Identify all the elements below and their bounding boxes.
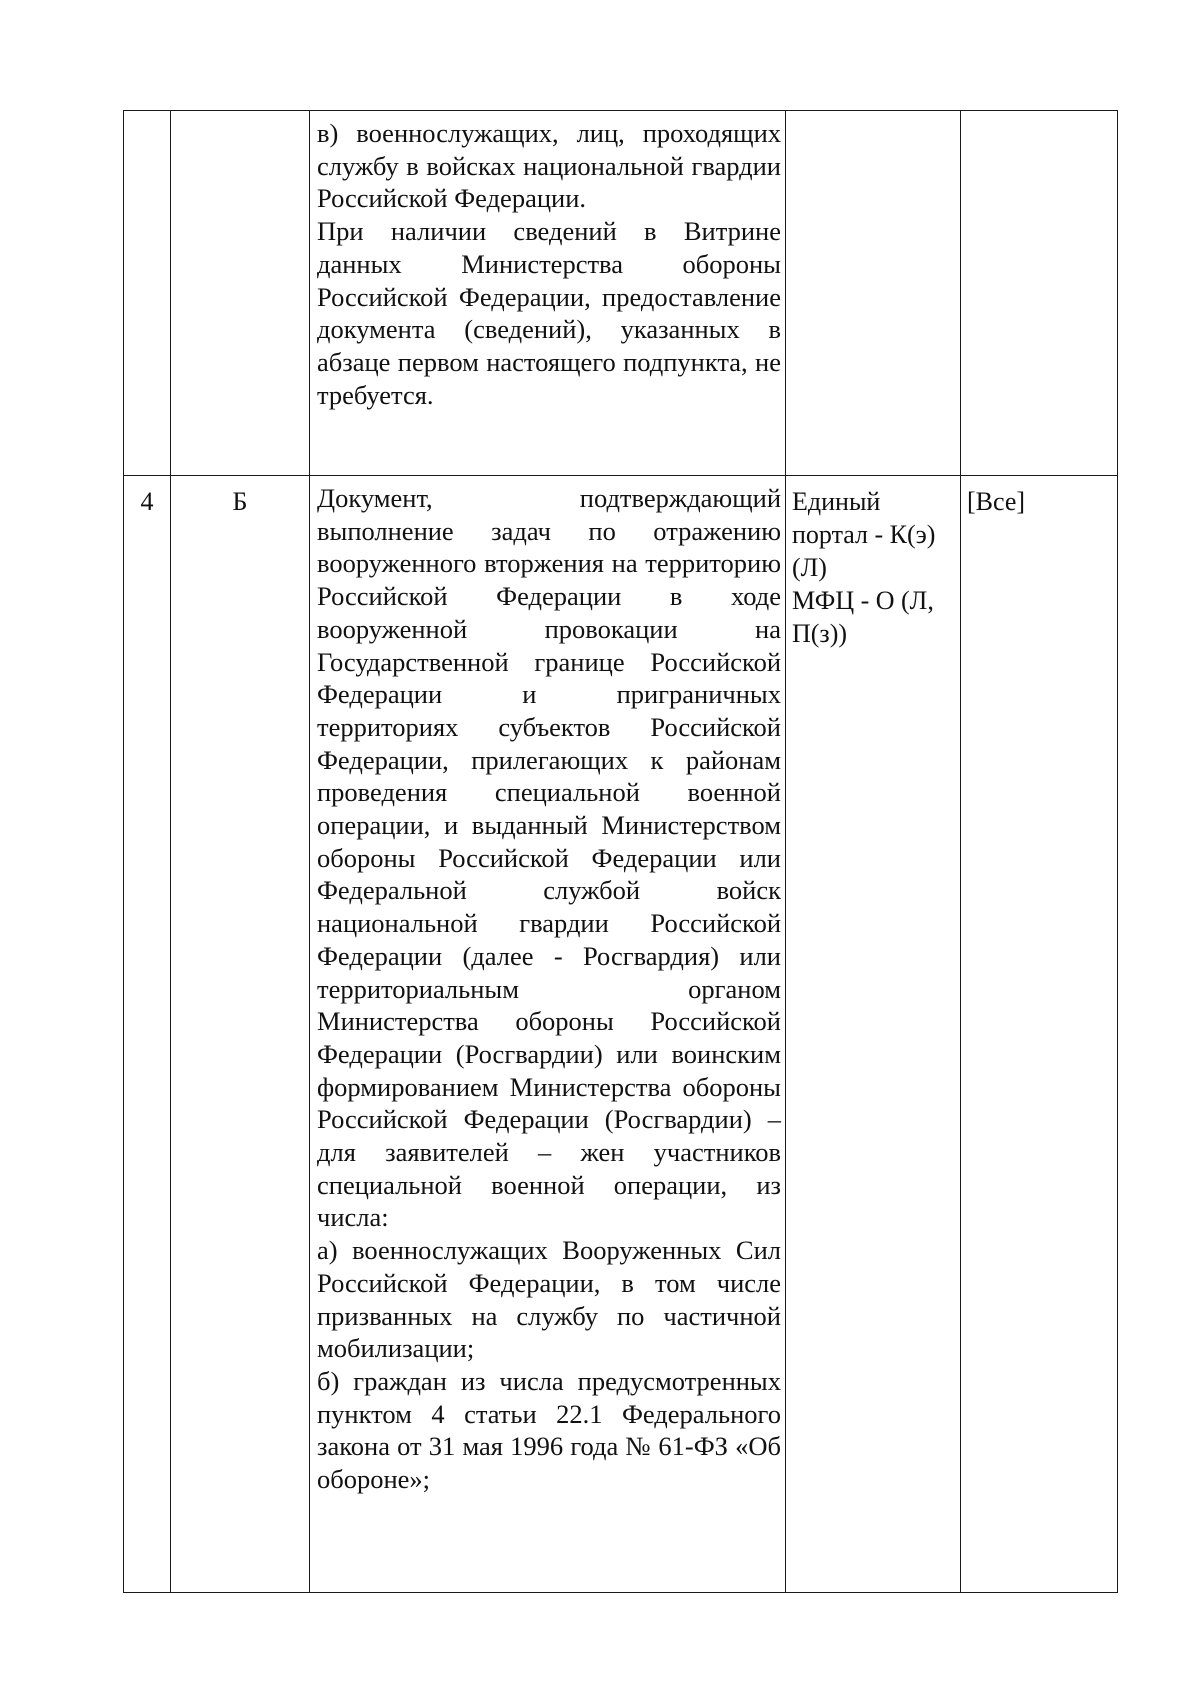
row-number-cell: [124, 111, 171, 476]
applicant-category-cell: [Все]: [961, 476, 1118, 1593]
submission-channel-cell: [786, 476, 961, 1593]
applicant-category-cell: [961, 111, 1118, 476]
channel-line: (Л): [792, 553, 827, 582]
table-row: [124, 476, 1118, 1593]
channel-line: портал - К(э): [792, 520, 936, 549]
row-letter-cell: [171, 111, 310, 476]
submission-channel-cell: [786, 111, 961, 476]
paragraph: а) военнослужащих Вооруженных Сил Российской Федерации, в том числе призванных на службу по частичной мобилизации;: [317, 1235, 781, 1364]
row-letter-cell: Б: [171, 476, 310, 1593]
document-description-cell: [310, 111, 786, 476]
paragraph: б) граждан из числа предусмотренных пунктом 4 статьи 22.1 Федерального закона от 31 мая 1996 года № 61-ФЗ «Об обороне»;: [317, 1365, 781, 1495]
row-number-cell: 4: [124, 476, 171, 1593]
paragraph: При наличии сведений в Витрине данных Министерства обороны Российской Федерации, предоставление документа (сведений), указанных в абзаце первом настоящего подпункта, не требуется.: [317, 216, 781, 410]
paragraph: Документ, подтверждающий выполнение задач по отражению вооруженного вторжения на территорию Российской Федерации в ходе вооруженной провокации на Государственной границе Российской Федерации и приграничных территориях субъектов Российской Федерации, прилегающих к районам проведения специальной военной операции, и выданный Министерством обороны Российской Федерации или Федеральной службой войск национальной гвардии Российской Федерации (далее - Росгвардия) или территориальным органом Министерства обороны Российской Федерации (Росгвардии) или воинским формированием Министерства обороны Российской Федерации (Росгвардии) – для заявителей – жен участников специальной военной операции, из числа:: [317, 483, 781, 1233]
channel-line: МФЦ - О (Л,: [792, 586, 934, 615]
table-row: [124, 111, 1118, 476]
document-description-cell: [310, 476, 786, 1593]
paragraph: в) военнослужащих, лиц, проходящих службу в войсках национальной гвардии Российской Федерации.: [317, 118, 781, 214]
channel-line: Единый: [792, 487, 881, 516]
document-table: [123, 110, 1118, 1593]
channel-line: П(з)): [792, 619, 848, 648]
